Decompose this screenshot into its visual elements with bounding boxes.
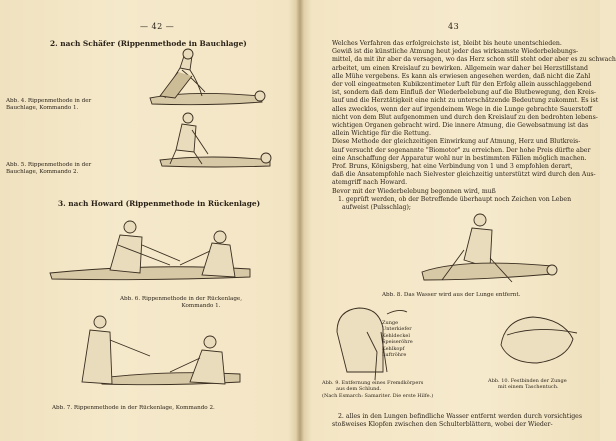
- label-speiseroehre: Speiseröhre: [382, 339, 413, 346]
- caption-fig-5: Abb. 5. Rippenmethode in der Bauchlage, Kommando 2.: [6, 162, 92, 175]
- caption-fig-9: Abb. 9. Entfernung eines Fremdkörpers aus dem Schlund. (Nach Esmarch: Samariter. Die erste Hilfe.): [322, 380, 434, 399]
- label-kehlkopf: Kehlkopf: [382, 345, 405, 352]
- caption-fig-8: Abb. 8. Das Wasser wird aus der Lunge entfernt.: [382, 292, 521, 298]
- illustration-water-removal: [402, 210, 592, 292]
- label-luftroehre: Luftröhre: [382, 352, 407, 359]
- caption-fig-4: Abb. 4. Rippenmethode in der Bauchlage, Kommando 1.: [6, 98, 92, 111]
- illustration-rescuer-prone-2: [120, 110, 280, 170]
- caption-fig-10: Abb. 10. Festbinden der Zunge mit einem Taschentuch.: [488, 378, 567, 391]
- bottom-text: 2. alles in den Lungen befindliche Wasser entfernt werden durch vorsichtiges stoßweises Klopfen zwischen den Schulterblättern, wobei der Wieder-: [332, 413, 582, 429]
- heading-schaefer: 2. nach Schäfer (Rippenmethode in Bauchlage): [50, 39, 247, 48]
- page-number-right: 43: [448, 22, 460, 31]
- heading-howard: 3. nach Howard (Rippenmethode in Rückenlage): [58, 199, 261, 208]
- body-text: Welches Verfahren das erfolgreichste ist, bleibt bis heute unentschieden. Gewiß ist die künstliche Atmung heut jeder das wirksamste Wiederbelebungs- mittel, da mit ihr aber da versagen, wo das Herz schon still steht oder aber es zu schwach arbeitet, um einen Kreislauf zu bewirken. Allgemein war daher bei Herzstillstand alle Mühe vergebens. Es kann als erwiesen angesehen werden, daß nicht die Zahl der voll eingeatmeten Kubikzentimeter Luft für den Erfolg allein ausschlaggebend ist, sondern daß dem Einfluß der Wiederbelebung auf die Blutbewegung, den Kreis- lauf und die Herztätigkeit eine nicht zu unterschätzende Bedeutung zukommt. Es ist alles zwecklos, wenn der auf irgendeinem Wege in die Lunge gebrachte Sauerstoff nicht von dem Blut aufgenommen und durch den Kreislauf zu den bedrohten lebens- wichtigen Organen gebracht wird. Die innere Atmung, die Gewebsatmung ist das allein Wichtige für die Rettung. Diese Methode der gleichzeitigen Einwirkung auf Atmung, Herz und Blutkreis- lauf versucht der sogenannte "Biomotor" zu erreichen. Der hohe Preis dürfte aber eine Anschaffung der Apparatur wohl nur in bestimmten Fällen möglich machen. Prof. Bruns, Königsberg, hat eine Verbindung von 1 und 3 empfohlen derart, daß die Ansatempfohle nach Sielvester gleichzeitig unterstützt wird durch den Aus- atemgriff nach Howard. Bevor mit der Wiederbelebung begonnen wird, muß 1. geprüft werden, ob der Betreffende überhaupt noch Zeichen von Leben aufweist (Pulsschlag);: [332, 40, 616, 212]
- right-page: [302, 0, 616, 441]
- illustration-rescuer-prone-1: [130, 48, 280, 110]
- label-unterkiefer: Unterkiefer: [382, 326, 412, 333]
- label-kehldeckel: Kehldeckel: [382, 332, 410, 339]
- caption-fig-7: Abb. 7. Rippenmethode in der Rückenlage, Kommando 2.: [52, 405, 215, 411]
- caption-fig-6: Abb. 6. Rippenmethode in der Rückenlage, Kommando 1.: [120, 296, 243, 309]
- page-number-left: — 42 —: [140, 22, 175, 31]
- left-page: [0, 0, 298, 441]
- label-zunge: Zunge: [382, 320, 399, 326]
- illustration-rescuer-supine-2: [40, 312, 270, 400]
- illustration-rescuer-supine-1: [30, 215, 270, 293]
- airway-labels: [382, 320, 413, 358]
- illustration-tongue-binding: [487, 305, 592, 375]
